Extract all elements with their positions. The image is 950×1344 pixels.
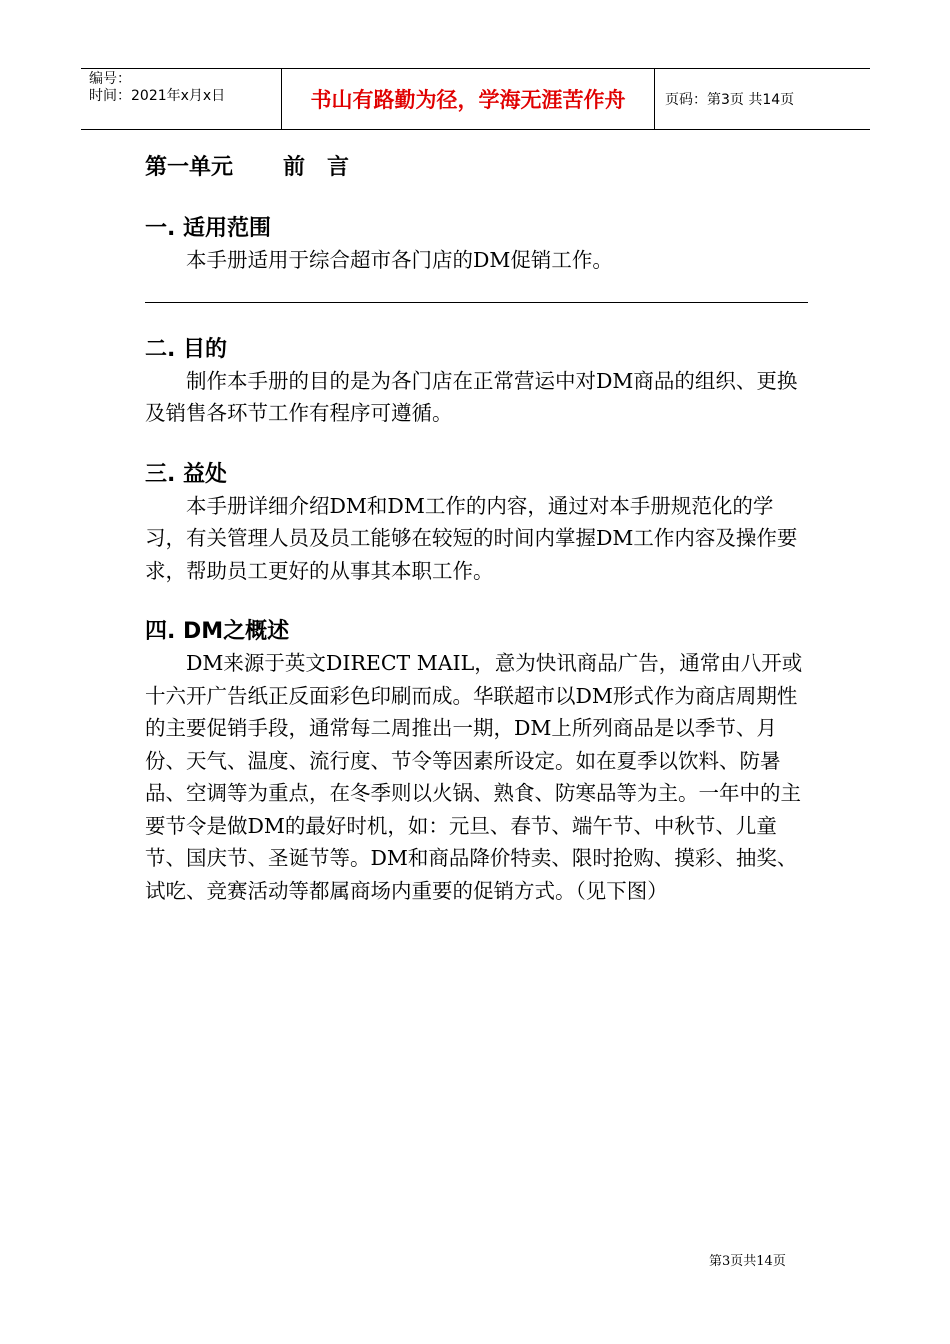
section-title-scope: 一. 适用范围 bbox=[145, 216, 272, 241]
section-paragraph-scope: 本手册适用于综合超市各门店的DM促销工作。 bbox=[186, 248, 613, 272]
page-footer: 第3页共14页 bbox=[709, 1254, 786, 1269]
section-title-purpose: 二. 目的 bbox=[145, 336, 228, 362]
unit-title: 前 言 bbox=[283, 155, 350, 180]
section-paragraph-benefits: 本手册详细介绍DM和DM工作的内容，通过对本手册规范化的学习，有关管理人员及员工能够在较短的时间内掌握DM工作内容及操作要求，帮助员工更好的从事其本职工作。 bbox=[145, 493, 798, 583]
header-meta bbox=[81, 69, 282, 129]
document-body bbox=[145, 150, 810, 907]
section-paragraph-dm-overview: DM来源于英文DIRECT MAIL，意为快讯商品广告，通常由八开或十六开广告纸正反面彩色印刷而成。华联超市以DM形式作为商店周期性的主要促销手段，通常每二周推出一期，DM上所列商品是以季节、月份、天气、温度、流行度、节令等因素所设定。如在夏季以饮料、防暑品、空调等为重点，在冬季则以火锅、熟食、防寒品等为主。一年中的主要节令是做DM的最好时机，如：元旦、春节、端午节、中秋节、儿童节、国庆节、圣诞节等。DM和商品降价特卖、限时抢购、摸彩、抽奖、试吃、竞赛活动等都属商场内重要的促销方式。（见下图） bbox=[145, 651, 803, 903]
unit-heading bbox=[145, 150, 810, 186]
section-paragraph-purpose: 制作本手册的目的是为各门店在正常营运中对DM商品的组织、更换及销售各环节工作有程序可遵循。 bbox=[145, 368, 798, 425]
section-title-dm-overview: 四. DM之概述 bbox=[145, 619, 290, 644]
horizontal-divider bbox=[145, 302, 808, 303]
document-date: 时间：2021年x月x日 bbox=[89, 88, 226, 104]
header-page-number: 页码：第3页 共14页 bbox=[665, 92, 795, 108]
section-title-benefits: 三. 益处 bbox=[145, 461, 228, 487]
header-motto: 书山有路勤为径，学海无涯苦作舟 bbox=[282, 69, 655, 129]
unit-label: 第一单元 bbox=[145, 155, 234, 180]
page-header bbox=[81, 68, 870, 130]
document-number-label: 编号： bbox=[89, 71, 131, 87]
